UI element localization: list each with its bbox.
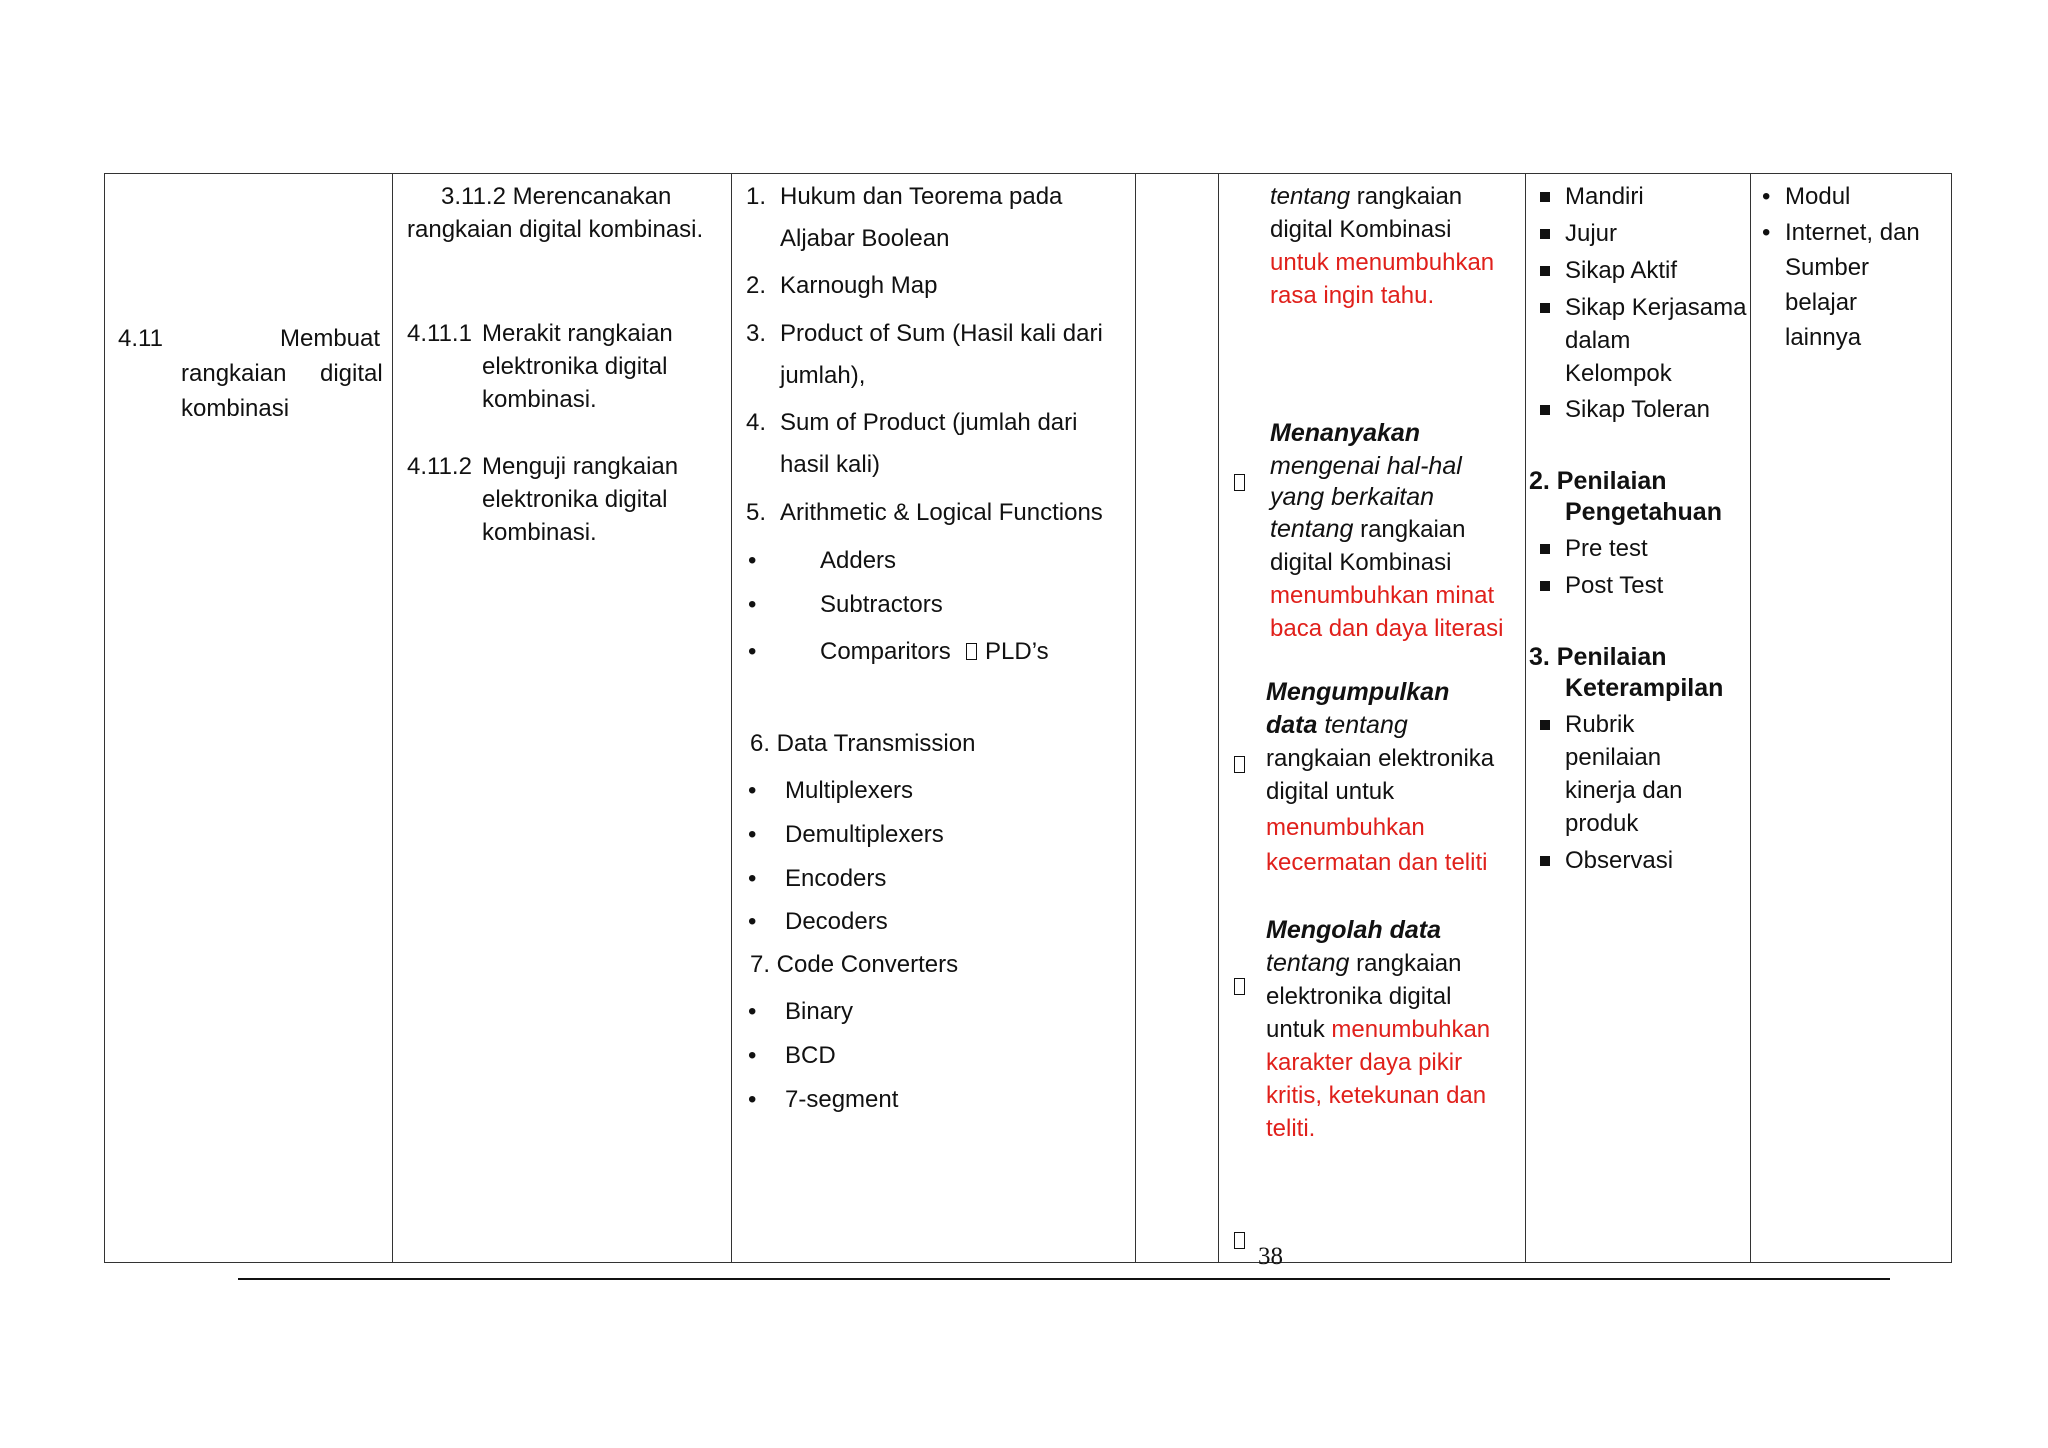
activity-line: karakter daya pikir [1266, 1049, 1463, 1076]
activity-line: rasa ingin tahu. [1270, 282, 1435, 309]
activity-line: digital untuk [1266, 778, 1395, 805]
activity-heading: Mengolah data [1266, 916, 1442, 944]
assessment-heading: Pengetahuan [1565, 498, 1722, 526]
activity-line: digital Kombinasi [1270, 549, 1452, 576]
list-number: 1. [746, 183, 767, 210]
col-divider [1218, 174, 1219, 1262]
kd-text: kombinasi [181, 395, 290, 422]
square-bullet-icon [1540, 856, 1550, 866]
activity-line: untuk menumbuhkan [1270, 249, 1495, 276]
bullet-icon: • [748, 638, 757, 665]
activity-line: baca dan daya literasi [1270, 615, 1504, 642]
assessment-item: Jujur [1565, 220, 1618, 247]
resource-item: belajar [1785, 289, 1858, 316]
assessment-item: Post Test [1565, 572, 1664, 599]
kd-text: Membuat [280, 325, 381, 352]
list-item: Comparitors [820, 638, 951, 665]
assessment-item: kinerja dan [1565, 777, 1683, 804]
activity-heading: Mengumpulkan [1266, 678, 1450, 706]
bullet-icon: • [748, 591, 757, 618]
missing-glyph-icon [1234, 756, 1245, 773]
bullet-icon: • [748, 998, 757, 1025]
list-item: Encoders [785, 865, 887, 892]
col-divider [1750, 174, 1751, 1262]
list-item: 7. Code Converters [750, 951, 959, 978]
indicator-code: 4.11.2 [407, 453, 472, 480]
indicator-text: kombinasi. [482, 519, 597, 546]
activity-line: untuk menumbuhkan [1266, 1016, 1491, 1043]
bullet-icon: • [748, 821, 757, 848]
activity-line: data tentang [1266, 711, 1408, 739]
indicator-text: Merakit rangkaian [482, 320, 673, 347]
indicator-text: 3.11.2 Merencanakan [441, 183, 672, 210]
bullet-icon: • [748, 1086, 757, 1113]
list-item: 6. Data Transmission [750, 730, 976, 757]
list-item: Binary [785, 998, 854, 1025]
bullet-icon: • [748, 865, 757, 892]
square-bullet-icon [1540, 192, 1550, 202]
square-bullet-icon [1540, 303, 1550, 313]
bullet-icon: • [1762, 219, 1771, 246]
list-item: Karnough Map [780, 272, 938, 299]
activity-line: kritis, ketekunan dan [1266, 1082, 1487, 1109]
list-item: Product of Sum (Hasil kali dari [780, 320, 1103, 347]
col-divider [1135, 174, 1136, 1262]
activity-line: rangkaian elektronika [1266, 745, 1495, 772]
kd-code: 4.11 [118, 325, 163, 352]
list-item: Arithmetic & Logical Functions [780, 499, 1103, 526]
col-divider [1525, 174, 1526, 1262]
list-item: jumlah), [780, 362, 866, 389]
square-bullet-icon [1540, 720, 1550, 730]
square-bullet-icon [1540, 581, 1550, 591]
resource-item: Modul [1785, 183, 1851, 210]
list-item: Sum of Product (jumlah dari [780, 409, 1078, 436]
bullet-icon: • [748, 908, 757, 935]
missing-glyph-icon [1234, 474, 1245, 491]
kd-text: digital [320, 360, 383, 387]
activity-line: kecermatan dan teliti [1266, 849, 1488, 876]
resource-item: Internet, dan [1785, 219, 1920, 246]
indicator-text: elektronika digital [482, 353, 668, 380]
activity-heading: Menanyakan [1270, 419, 1421, 447]
resource-item: Sumber [1785, 254, 1870, 281]
activity-line: teliti. [1266, 1115, 1316, 1142]
square-bullet-icon [1540, 266, 1550, 276]
missing-glyph-icon [1234, 978, 1245, 995]
bullet-icon: • [748, 547, 757, 574]
list-item: PLD’s [985, 638, 1049, 665]
missing-glyph-icon [1234, 1232, 1245, 1249]
assessment-item: Sikap Aktif [1565, 257, 1678, 284]
resource-item: lainnya [1785, 324, 1862, 351]
assessment-heading: 3. Penilaian [1529, 643, 1667, 671]
page-number: 38 [1258, 1243, 1283, 1270]
col-divider [731, 174, 732, 1262]
col-divider [392, 174, 393, 1262]
assessment-item: dalam [1565, 327, 1631, 354]
list-number: 5. [746, 499, 767, 526]
list-item: Demultiplexers [785, 821, 944, 848]
list-number: 2. [746, 272, 767, 299]
assessment-item: penilaian [1565, 744, 1662, 771]
indicator-code: 4.11.1 [407, 320, 472, 347]
indicator-text: elektronika digital [482, 486, 668, 513]
bullet-icon: • [748, 1042, 757, 1069]
activity-line: tentang rangkaian [1270, 183, 1463, 210]
bullet-icon: • [1762, 183, 1771, 210]
kd-text: rangkaian [181, 360, 287, 387]
square-bullet-icon [1540, 405, 1550, 415]
indicator-text: Menguji rangkaian [482, 453, 679, 480]
assessment-heading: 2. Penilaian [1529, 467, 1667, 495]
activity-line: tentang rangkaian [1266, 949, 1462, 977]
assessment-item: Sikap Toleran [1565, 396, 1710, 423]
list-item: Multiplexers [785, 777, 914, 804]
assessment-item: Sikap Kerjasama [1565, 294, 1747, 321]
list-item: Adders [820, 547, 897, 574]
list-item: Decoders [785, 908, 888, 935]
activity-line: mengenai hal-hal [1270, 452, 1462, 480]
list-item: Aljabar Boolean [780, 225, 950, 252]
list-item: Hukum dan Teorema pada [780, 183, 1063, 210]
activity-line: yang berkaitan [1270, 483, 1435, 511]
missing-glyph-icon [966, 643, 977, 660]
activity-line: menumbuhkan [1266, 814, 1425, 841]
assessment-heading: Keterampilan [1565, 674, 1724, 702]
assessment-item: produk [1565, 810, 1639, 837]
assessment-item: Mandiri [1565, 183, 1644, 210]
activity-line: menumbuhkan minat [1270, 582, 1495, 609]
activity-line: tentang rangkaian [1270, 515, 1466, 543]
assessment-item: Observasi [1565, 847, 1674, 874]
list-item: BCD [785, 1042, 836, 1069]
list-number: 3. [746, 320, 767, 347]
list-item: 7-segment [785, 1086, 899, 1113]
list-number: 4. [746, 409, 767, 436]
indicator-text: kombinasi. [482, 386, 597, 413]
assessment-item: Pre test [1565, 535, 1648, 562]
bullet-icon: • [748, 777, 757, 804]
square-bullet-icon [1540, 229, 1550, 239]
list-item: hasil kali) [780, 451, 881, 478]
square-bullet-icon [1540, 544, 1550, 554]
indicator-text: rangkaian digital kombinasi. [407, 216, 704, 243]
activity-line: digital Kombinasi [1270, 216, 1452, 243]
activity-line: elektronika digital [1266, 983, 1452, 1010]
assessment-item: Kelompok [1565, 360, 1672, 387]
assessment-item: Rubrik [1565, 711, 1635, 738]
footer-divider [238, 1278, 1890, 1280]
list-item: Subtractors [820, 591, 943, 618]
